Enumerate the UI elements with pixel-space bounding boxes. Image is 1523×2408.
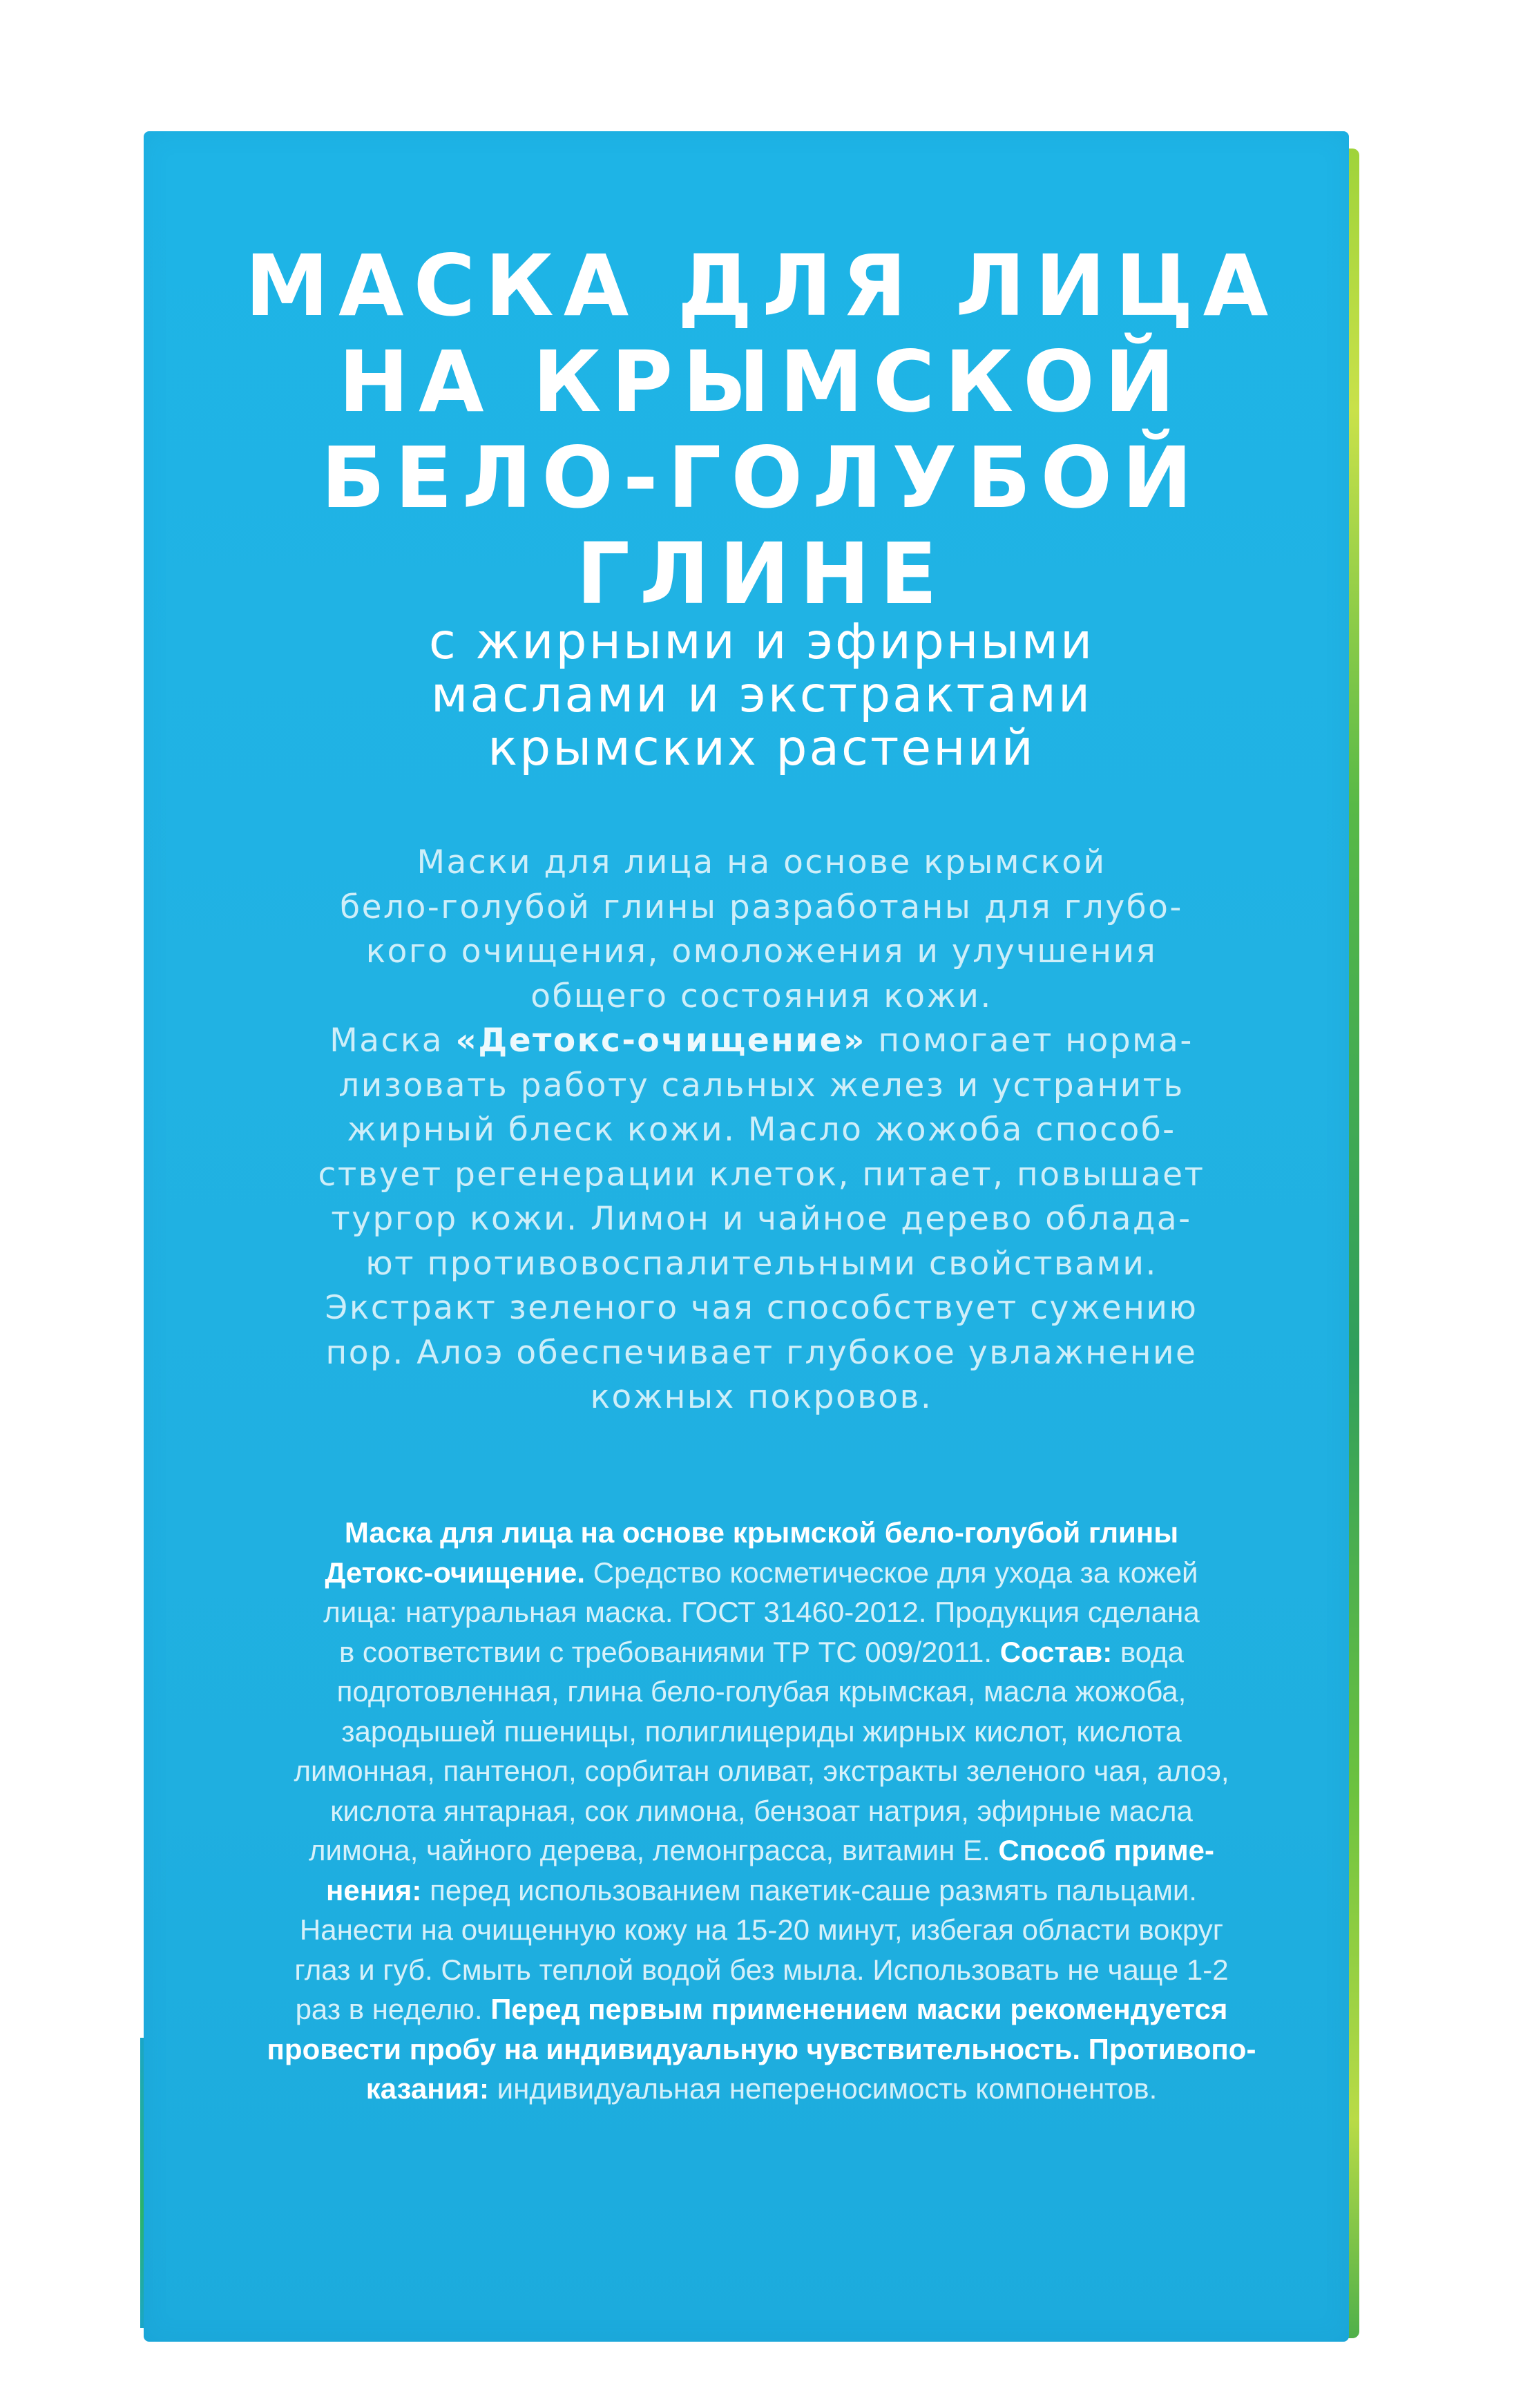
- description-line: кого очищения, омоложения и улучшения: [365, 933, 1158, 971]
- product-name-highlight: «Детокс-очищение»: [455, 1022, 866, 1060]
- description-line: ствует регенерации клеток, питает, повышает: [318, 1155, 1205, 1194]
- description-line: пор. Алоэ обеспечивает глубокое увлажнение: [325, 1333, 1198, 1372]
- product-subtitle: [0, 615, 1523, 774]
- composition-block: [0, 1513, 1523, 2109]
- title-line: НА КРЫМСКОЙ: [338, 333, 1185, 431]
- usage-label: Способ приме-: [998, 1834, 1215, 1866]
- description-line: Маски для лица на основе крымской: [416, 843, 1107, 881]
- title-line: ГЛИНЕ: [576, 525, 947, 623]
- subtitle-line: маслами и экстрактами: [430, 666, 1093, 723]
- warning-text: Перед первым применением маски рекомендуется: [490, 1993, 1228, 2025]
- description-line: общего состояния кожи.: [530, 977, 993, 1015]
- composition-line: зародышей пшеницы, полиглицериды жирных кислот, кислота: [341, 1714, 1182, 1748]
- usage-label: нения:: [326, 1873, 422, 1907]
- composition-line: [0, 1871, 1523, 1911]
- description-line: ют противовоспалительными свойствами.: [365, 1244, 1158, 1283]
- composition-line: лимонная, пантенол, сорбитан оливат, экстракты зеленого чая, алоэ,: [294, 1755, 1229, 1787]
- composition-text: лимона, чайного дерева, лемонграсса, витамин Е.: [308, 1834, 999, 1866]
- composition-line: лица: натуральная маска. ГОСТ 31460-2012. Продукция сделана: [323, 1596, 1200, 1628]
- composition-line: кислота янтарная, сок лимона, бензоат натрия, эфирные масла: [330, 1794, 1193, 1827]
- description-line: кожных покровов.: [590, 1378, 933, 1416]
- composition-line: [0, 1831, 1523, 1871]
- title-line: БЕЛО-ГОЛУБОЙ: [320, 429, 1203, 527]
- composition-text: индивидуальная непереносимость компонентов.: [489, 2072, 1158, 2105]
- contraindications-label: казания:: [365, 2072, 489, 2105]
- composition-text: вода: [1112, 1635, 1185, 1668]
- composition-text: в соответствии с требованиями ТР ТС 009/2011.: [338, 1635, 1000, 1668]
- composition-line: [0, 1632, 1523, 1672]
- composition-text: раз в неделю.: [295, 1993, 491, 2025]
- composition-line: [0, 1989, 1523, 2029]
- composition-line: подготовленная, глина бело-голубая крымская, масла жожоба,: [336, 1675, 1187, 1708]
- description-line: Экстракт зеленого чая способствует сужению: [325, 1289, 1198, 1327]
- composition-text: Средство косметическое для ухода за кожей: [585, 1556, 1198, 1589]
- description-line: тургор кожи. Лимон и чайное дерево облада-: [331, 1200, 1192, 1238]
- description-line: [0, 1019, 1523, 1064]
- title-line: МАСКА ДЛЯ ЛИЦА: [245, 237, 1278, 335]
- product-title: [0, 238, 1523, 622]
- description-text: Маска: [329, 1022, 456, 1060]
- ingredients-label: Состав:: [999, 1635, 1113, 1668]
- composition-line: [0, 2029, 1523, 2070]
- subtitle-line: крымских растений: [488, 719, 1035, 776]
- composition-line: [0, 2069, 1523, 2109]
- composition-heading: Маска для лица на основе крымской бело-голубой глины: [344, 1516, 1179, 1549]
- composition-line: [0, 1513, 1523, 1553]
- product-description: [0, 841, 1523, 1420]
- description-text: помогает норма-: [865, 1022, 1194, 1060]
- description-line: жирный блеск кожи. Масло жожоба способ-: [347, 1111, 1176, 1149]
- description-line: лизовать работу сальных желез и устранить: [338, 1066, 1185, 1105]
- composition-line: глаз и губ. Смыть теплой водой без мыла. Использовать не чаще 1-2: [294, 1953, 1229, 1986]
- description-line: бело-голубой глины разработаны для глубо-: [340, 888, 1183, 926]
- composition-line: [0, 1553, 1523, 1593]
- subtitle-line: с жирными и эфирными: [428, 613, 1095, 670]
- composition-line: Нанести на очищенную кожу на 15-20 минут, избегая области вокруг: [299, 1913, 1224, 1946]
- composition-heading: Детокс-очищение.: [325, 1556, 586, 1589]
- composition-text: перед использованием пакетик-саше размять пальцами.: [421, 1873, 1197, 1907]
- warning-text: провести пробу на индивидуальную чувствительность. Противопо-: [267, 2032, 1256, 2065]
